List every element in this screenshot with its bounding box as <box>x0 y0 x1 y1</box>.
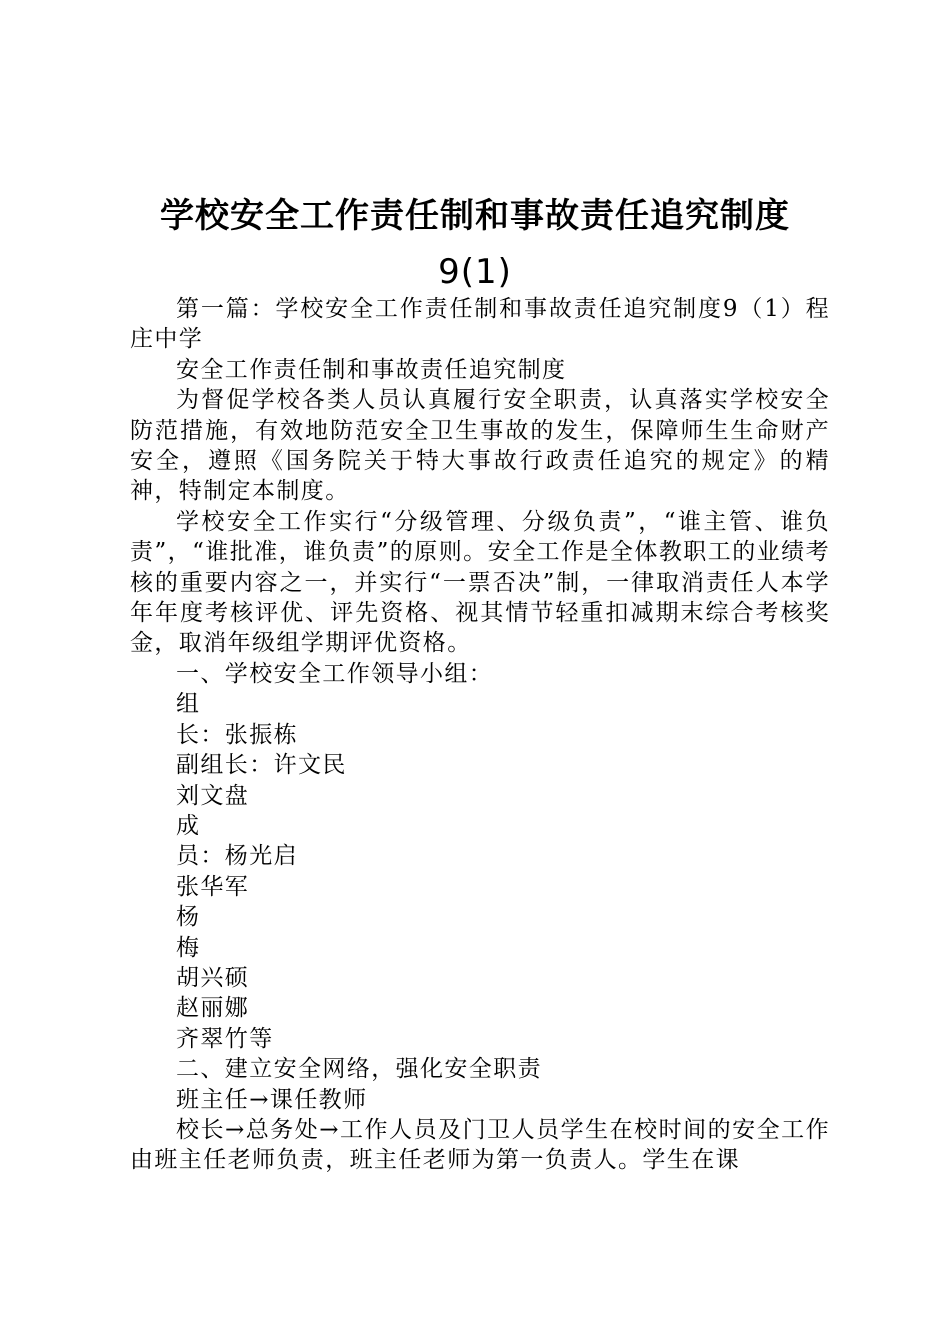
section-leadership-group: 一、学校安全工作领导小组： <box>176 660 494 687</box>
document-title: 学校安全工作责任制和事故责任追究制度 <box>160 196 790 236</box>
list-item: 赵丽娜 <box>176 995 250 1022</box>
paragraph-heading: 第一篇：学校安全工作责任制和事故责任追究制度9（1）程庄中学 <box>130 296 830 353</box>
document-body <box>130 294 830 1176</box>
list-item: 员：杨光启 <box>176 843 298 870</box>
list-item: 组 <box>176 691 201 718</box>
list-item: 张华军 <box>176 873 250 900</box>
list-item: 齐翠竹等 <box>176 1025 274 1052</box>
list-item: 副组长：许文民 <box>176 752 347 779</box>
section-title: 安全工作责任制和事故责任追究制度 <box>176 356 567 383</box>
list-item: 胡兴硕 <box>176 964 250 991</box>
list-item: 班主任→课任教师 <box>176 1086 368 1113</box>
document-title-suffix: 9(1) <box>438 252 512 292</box>
list-item: 成 <box>176 812 201 839</box>
list-item: 梅 <box>176 934 201 961</box>
list-item: 刘文盘 <box>176 782 250 809</box>
paragraph-principles: 学校安全工作实行“分级管理、分级负责”，“谁主管、谁负责”，“谁批准，谁负责”的原则。安全工作是全体教职工的业绩考核的重要内容之一，并实行“一票否决”制，一律取消责任人本学年年度考核评优、评先资格、视其情节轻重扣减期末综合考核奖金，取消年级组学期评优资格。 <box>130 508 830 657</box>
paragraph-purpose: 为督促学校各类人员认真履行安全职责，认真落实学校安全防范措施，有效地防范安全卫生事故的发生，保障师生生命财产安全，遵照《国务院关于特大事故行政责任追究的规定》的精神，特制定本制度。 <box>130 387 830 505</box>
list-item: 长：张振栋 <box>176 721 298 748</box>
section-safety-network: 二、建立安全网络，强化安全职责 <box>176 1056 542 1083</box>
list-item: 杨 <box>176 904 201 931</box>
paragraph-responsibility: 校长→总务处→工作人员及门卫人员学生在校时间的安全工作由班主任老师负责，班主任老师为第一负责人。学生在课 <box>130 1116 830 1174</box>
